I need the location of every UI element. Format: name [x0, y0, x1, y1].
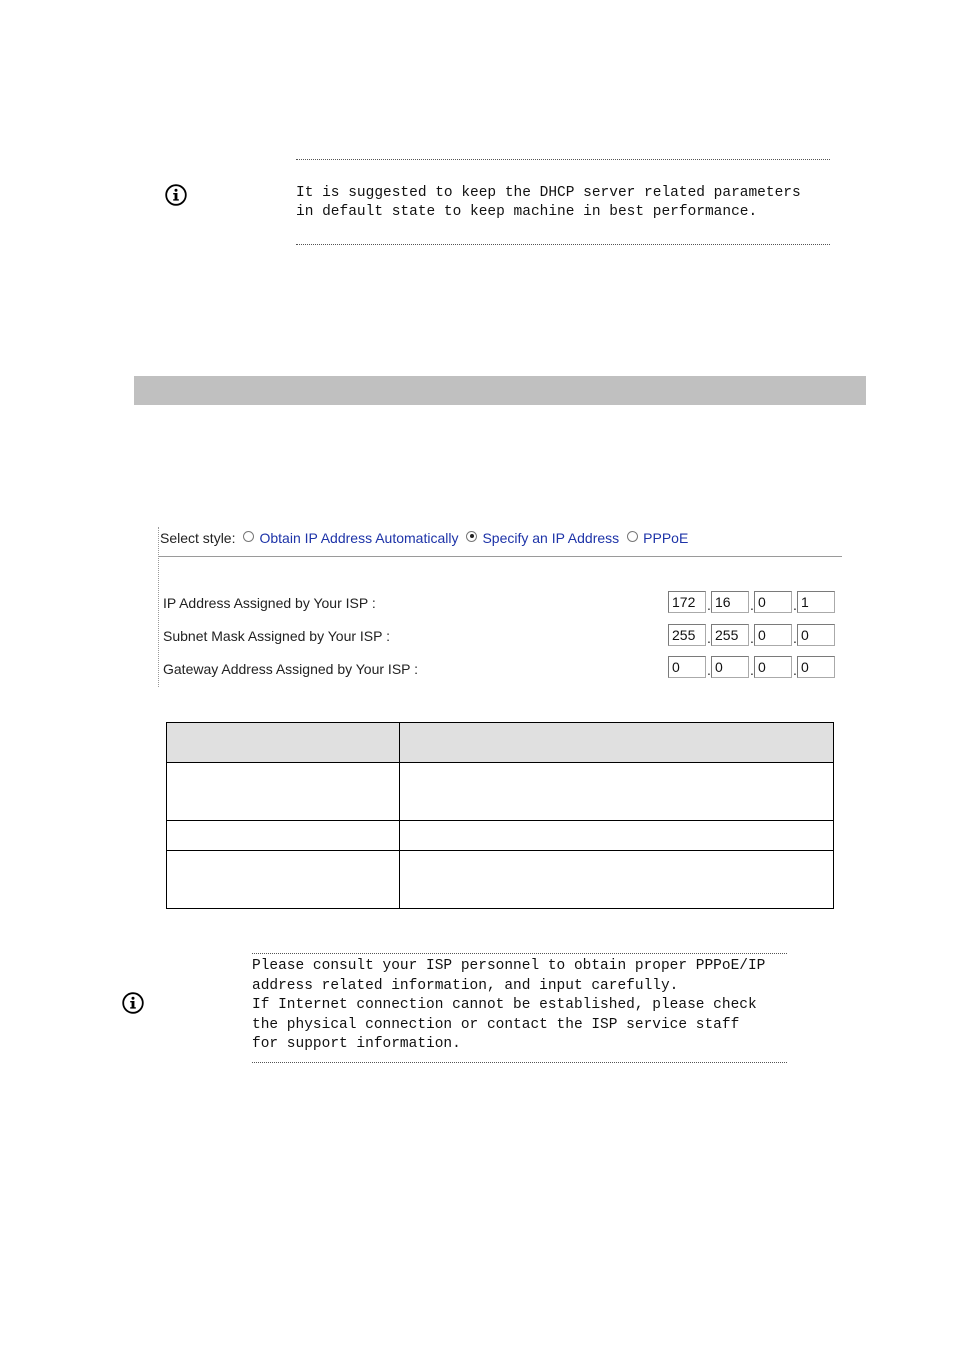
ip-address-octet-4[interactable]: 1 — [797, 591, 835, 613]
subnet-mask-dot: . — [707, 630, 711, 646]
subnet-mask-dot: . — [793, 630, 797, 646]
table-cell — [400, 763, 834, 821]
table-row — [167, 851, 834, 909]
subnet-mask-label: Subnet Mask Assigned by Your ISP : — [163, 628, 391, 644]
subnet-mask-octet-2[interactable]: 255 — [711, 624, 749, 646]
ip-address-dot: . — [707, 597, 711, 613]
note1-bottom-rule — [296, 244, 830, 245]
ip-address-octet-2[interactable]: 16 — [711, 591, 749, 613]
table-cell — [167, 851, 400, 909]
radio-obtain-auto[interactable] — [243, 531, 254, 542]
select-style-row — [160, 530, 688, 546]
gateway-address-label: Gateway Address Assigned by Your ISP : — [163, 661, 419, 677]
parameter-table — [166, 722, 834, 909]
wan-settings-form — [158, 527, 842, 687]
ip-address-octet-3[interactable]: 0 — [754, 591, 792, 613]
gateway-dot: . — [707, 662, 711, 678]
option-specify-ip-label[interactable]: Specify an IP Address — [482, 530, 620, 546]
note1-top-rule — [296, 159, 830, 160]
table-cell — [167, 821, 400, 851]
table-cell — [400, 851, 834, 909]
subnet-mask-octet-1[interactable]: 255 — [668, 624, 706, 646]
subnet-mask-octet-4[interactable]: 0 — [797, 624, 835, 646]
option-pppoe-label[interactable]: PPPoE — [643, 530, 689, 546]
subnet-mask-dot: . — [750, 630, 754, 646]
table-cell — [167, 763, 400, 821]
table-header-cell — [400, 723, 834, 763]
form-separator — [158, 556, 842, 557]
info-icon — [165, 184, 187, 206]
radio-pppoe[interactable] — [627, 531, 638, 542]
gateway-octet-1[interactable]: 0 — [668, 656, 706, 678]
ip-address-octet-1[interactable]: 172 — [668, 591, 706, 613]
gateway-dot: . — [750, 662, 754, 678]
ip-address-dot: . — [750, 597, 754, 613]
table-header-row — [167, 723, 834, 763]
info-icon — [122, 992, 144, 1014]
section-header-bar — [134, 376, 866, 405]
gateway-octet-4[interactable]: 0 — [797, 656, 835, 678]
ip-address-label: IP Address Assigned by Your ISP : — [163, 595, 376, 611]
radio-specify-ip[interactable] — [466, 531, 477, 542]
ip-address-dot: . — [793, 597, 797, 613]
table-cell — [400, 821, 834, 851]
note2-bottom-rule — [252, 1062, 787, 1063]
table-row — [167, 763, 834, 821]
option-obtain-auto-label[interactable]: Obtain IP Address Automatically — [259, 530, 459, 546]
select-style-label: Select style: — [160, 530, 236, 546]
gateway-octet-2[interactable]: 0 — [711, 656, 749, 678]
gateway-dot: . — [793, 662, 797, 678]
gateway-octet-3[interactable]: 0 — [754, 656, 792, 678]
note2-top-rule — [252, 953, 787, 954]
table-row — [167, 821, 834, 851]
note2-text: Please consult your ISP personnel to obtain proper PPPoE/IP address related information, and input carefully. If Internet connection cannot be established, please check the physical connection or contact the ISP service staff for support information. — [252, 958, 766, 1052]
note1-text: It is suggested to keep the DHCP server related parameters in default state to keep machine in best performance. — [296, 185, 801, 220]
table-header-cell — [167, 723, 400, 763]
subnet-mask-octet-3[interactable]: 0 — [754, 624, 792, 646]
form-left-border — [158, 527, 159, 687]
